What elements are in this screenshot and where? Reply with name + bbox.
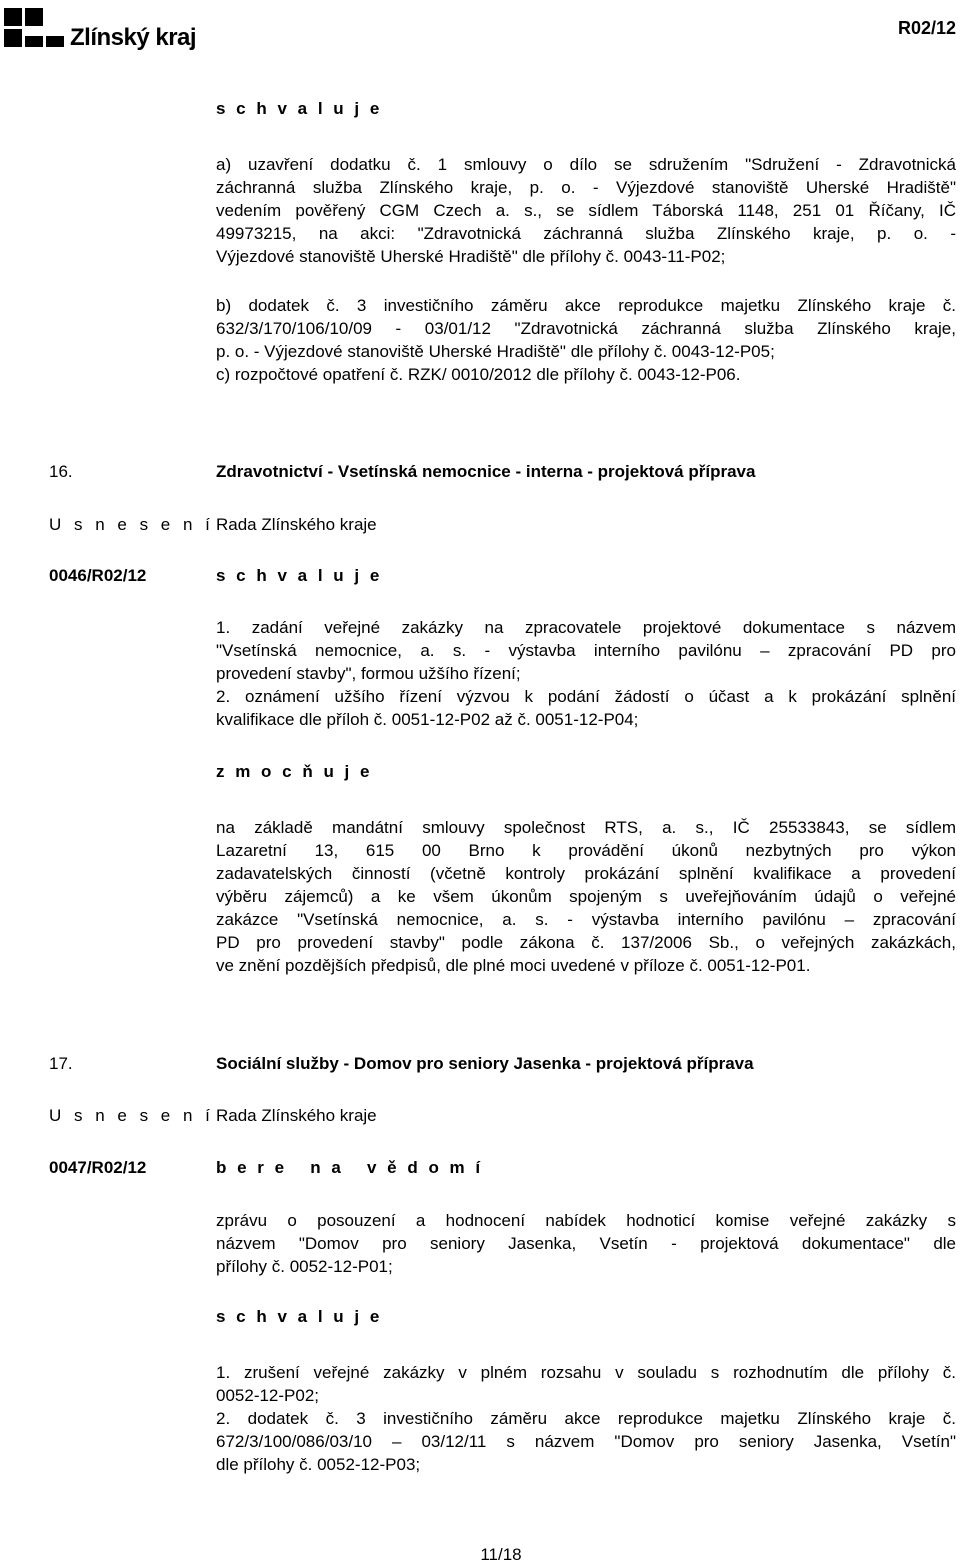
section-number-16: 16.	[49, 462, 73, 481]
text-line: "Vsetínská nemocnice, a. s. - výstavba interního pavilónu – zpracování PD pro	[216, 641, 956, 660]
text-line: zprávu o posouzení a hodnocení nabídek hodnoticí komise veřejné zakázky s	[216, 1211, 956, 1230]
text-line: na základě mandátní smlouvy společnost RTS, a. s., IČ 25533843, se sídlem	[216, 818, 956, 837]
text-line: 1. zadání veřejné zakázky na zpracovatele projektové dokumentace s názvem	[216, 618, 956, 637]
rada-label-17: Rada Zlínského kraje	[216, 1106, 377, 1125]
text-line: dle přílohy č. 0052-12-P03;	[216, 1455, 421, 1474]
section16-items	[216, 616, 956, 731]
text-line: ve znění pozdějších předpisů, dle plné moci uvedené v příloze č. 0051-12-P01.	[216, 956, 811, 975]
text-line: záchranná služba Zlínského kraje, p. o. - Výjezdové stanoviště Uherské Hradiště"	[216, 178, 956, 197]
item-bc-paragraph	[216, 294, 956, 386]
resolution-number-17: 0047/R02/12	[49, 1158, 147, 1177]
verb-schvaluje-16: s c h v a l u j e	[216, 566, 383, 585]
resolution-number-16: 0046/R02/12	[49, 566, 147, 585]
text-line: 2. dodatek č. 3 investičního záměru akce reprodukce majetku Zlínského kraje č.	[216, 1409, 956, 1428]
text-line: zadavatelských činností (včetně kontroly prokázání splnění kvalifikace a provedení	[216, 864, 956, 883]
text-line: 2. oznámení užšího řízení výzvou k podání žádostí o účast a k prokázání splnění	[216, 687, 956, 706]
text-line: vedením pověřený CGM Czech a. s., se sídlem Táborská 1148, 251 01 Říčany, IČ	[216, 201, 956, 220]
text-line: Lazaretní 13, 615 00 Brno k provádění úkonů nezbytných pro výkon	[216, 841, 956, 860]
document-number: R02/12	[897, 18, 956, 38]
section17-report	[216, 1209, 956, 1278]
usneseni-label-17: U s n e s e n í	[49, 1106, 214, 1125]
text-line: a) uzavření dodatku č. 1 smlouvy o dílo se sdružením "Sdružení - Zdravotnická	[216, 155, 956, 174]
usneseni-label-16: U s n e s e n í	[49, 515, 214, 534]
text-line: 632/3/170/106/10/09 - 03/01/12 "Zdravotnická záchranná služba Zlínského kraje,	[216, 319, 956, 338]
verb-schvaluje-17: s c h v a l u j e	[216, 1307, 383, 1326]
text-line: provedení stavby", formou užšího řízení;	[216, 664, 521, 683]
section-title-16: Zdravotnictví - Vsetínská nemocnice - interna - projektová příprava	[216, 462, 756, 481]
item-a-paragraph	[216, 153, 956, 268]
rada-label-16: Rada Zlínského kraje	[216, 515, 377, 534]
section-number-17: 17.	[49, 1054, 73, 1073]
text-line: přílohy č. 0052-12-P01;	[216, 1257, 393, 1276]
text-line: 0052-12-P02;	[216, 1386, 320, 1405]
text-line: 49973215, na akci: "Zdravotnická záchranná služba Zlínského kraje, p. o. -	[216, 224, 956, 243]
text-line: výběru zájemců) a ke všem úkonům spojeným s uveřejňováním údajů o veřejné	[216, 887, 956, 906]
text-line: p. o. - Výjezdové stanoviště Uherské Hradiště" dle přílohy č. 0043-12-P05;	[216, 342, 775, 361]
text-line: 672/3/100/086/03/10 – 03/12/11 s názvem "Domov pro seniory Jasenka, Vsetín"	[216, 1432, 956, 1451]
logo-text: Zlínský kraj	[70, 24, 197, 51]
logo-squares-icon	[4, 8, 66, 52]
section-title-17: Sociální služby - Domov pro seniory Jasenka - projektová příprava	[216, 1054, 754, 1073]
verb-bere-na-vedomi-17: b e r e n a v ě d o m í	[216, 1158, 484, 1177]
verb-schvaluje-top: s c h v a l u j e	[216, 99, 383, 118]
text-line: zakázce "Vsetínská nemocnice, a. s. - výstavba interního pavilónu – zpracování	[216, 910, 956, 929]
text-line: PD pro provedení stavby" podle zákona č. 137/2006 Sb., o veřejných zakázkách,	[216, 933, 956, 952]
text-line: Výjezdové stanoviště Uherské Hradiště" dle přílohy č. 0043-11-P02;	[216, 247, 726, 266]
text-line: kvalifikace dle příloh č. 0051-12-P02 až č. 0051-12-P04;	[216, 710, 639, 729]
text-line: názvem "Domov pro seniory Jasenka, Vsetín - projektová dokumentace" dle	[216, 1234, 956, 1253]
section16-mandate	[216, 816, 956, 977]
zlinsky-kraj-logo	[4, 8, 66, 57]
text-line: b) dodatek č. 3 investičního záměru akce reprodukce majetku Zlínského kraje č.	[216, 296, 956, 315]
page-number: 11/18	[480, 1545, 522, 1564]
text-line: 1. zrušení veřejné zakázky v plném rozsahu v souladu s rozhodnutím dle přílohy č.	[216, 1363, 956, 1382]
text-line: c) rozpočtové opatření č. RZK/ 0010/2012 dle přílohy č. 0043-12-P06.	[216, 365, 741, 384]
verb-zmocnuje-16: z m o c ň u j e	[216, 762, 373, 781]
section17-items	[216, 1361, 956, 1476]
